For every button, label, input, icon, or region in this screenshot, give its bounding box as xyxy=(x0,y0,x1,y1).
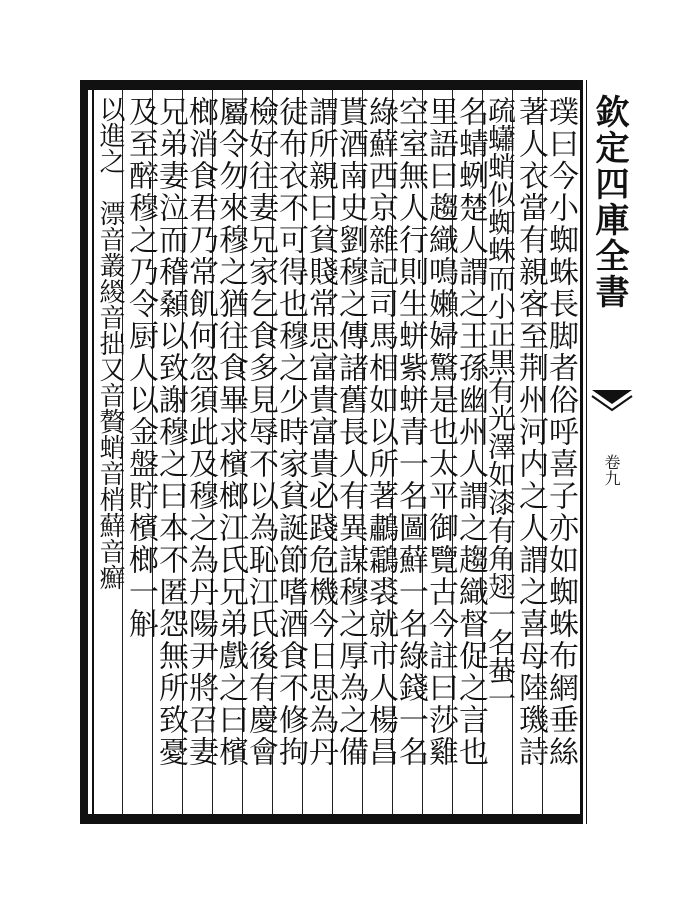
text-column-5: 里語曰趨織鳴嬾婦驚是也太平御覽古今註曰莎雞 xyxy=(423,96,458,768)
border-bottom xyxy=(84,814,580,824)
text-column-10: 徒布衣不可得也穆之少時家貧誕節嗜酒食不修拘 xyxy=(273,96,308,768)
text-column-14: 兄弟妻泣而稽顙以致謝穆之曰本不匿怨無所致憂 xyxy=(153,96,188,768)
text-column-6: 空室無人行則生蛢紫蛢青一名圖蘚一名綠錢一名 xyxy=(393,96,428,768)
juan-number: 卷九 xyxy=(602,454,621,486)
text-column-11: 檢好往妻兄家乞食多見辱不以為恥江氏後有慶會 xyxy=(243,96,278,768)
book-title: 欽定四庫全書 xyxy=(589,94,629,310)
text-column-2: 著人衣當有親客至荆州河内之人謂之喜母陸璣詩 xyxy=(513,96,548,768)
text-column-1: 璞曰今小蜘蛛長脚者俗呼喜子亦如蜘蛛布網垂絲 xyxy=(543,96,578,768)
border-top xyxy=(84,80,580,90)
text-column-4: 名蜻蛚楚人謂之王孫幽州人謂之趨織督促之言也 xyxy=(453,96,488,768)
fishtail-mark-icon xyxy=(588,386,636,416)
text-column-3: 疏蠨蛸似蜘蛛而小正黒有光澤如漆有角翅一名蛬一 xyxy=(484,96,517,712)
text-column-9: 謂所親曰貧賤常思富貴富貴必踐危機今日思為丹 xyxy=(303,96,338,768)
text-column-15: 及至醉穆之乃令厨人以金盤貯檳榔一斛 xyxy=(123,96,158,640)
border-left-outer xyxy=(80,80,88,824)
text-column-7: 綠蘚西京雜記司馬相如以所著鷫鸘裘就市人楊昌 xyxy=(363,96,398,768)
text-column-8: 貰酒南史劉穆之傳諸舊長人有異謀穆之厚為之備 xyxy=(333,96,368,768)
margin-rule xyxy=(580,80,583,824)
text-column-12: 屬令勿來穆之猶往食畢求檳榔江氏兄弟戲之曰檳 xyxy=(213,96,248,768)
text-column-16: 以進之 漂音叢緵音拙又音贅蛸音梢蘚音癬 xyxy=(95,96,125,590)
text-column-13: 榔消食君乃常飢何忽須此及穆之為丹陽尹將召妻 xyxy=(183,96,218,768)
margin-strip xyxy=(580,80,644,824)
